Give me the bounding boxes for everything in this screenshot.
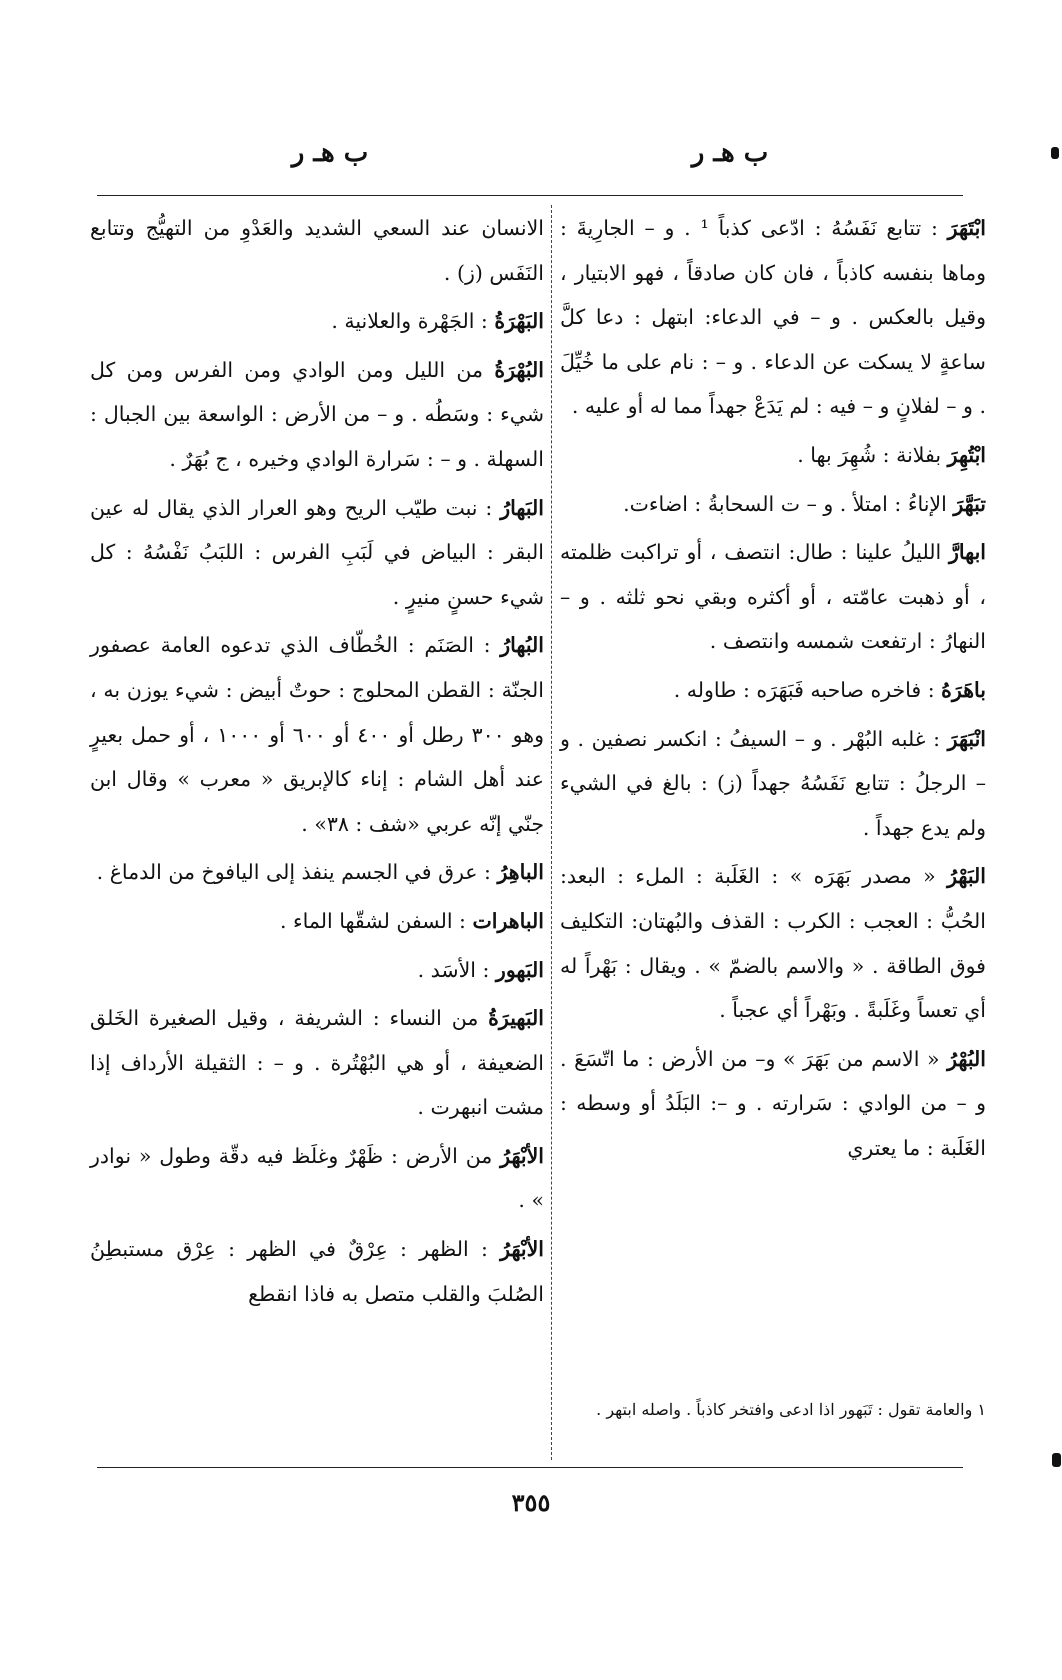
header-rule [97, 195, 963, 196]
dictionary-entry [90, 850, 544, 895]
headword: ابهارَّ [949, 540, 986, 565]
definition: : تتابع نَفَسُهُ : ادّعى كذباً ¹ . و – الجارِيةَ : وماها بنفسه كاذباً ، فان كان صادقاً ، فهو الابتيار ، وقيل بالعكس . و – في الدعاء: ابتهل : دعا كلَّ ساعةٍ لا يسكت عن الدعاء . و – : نام على ما خُيِّلَ . و – لفلانٍ و – فيه : لم يَدَعْ جهداً مما له أو عليه . [560, 216, 986, 419]
headword: انْبَهَرَ [947, 726, 986, 751]
dictionary-entry [90, 206, 544, 295]
headword: تبَهَّرَ [953, 491, 986, 516]
footnote: ١ والعامة تقول : تَبَهور اذا ادعى وافتخر كاذباً . واصله ابتهر . [596, 1400, 986, 1419]
definition: الإناءُ : امتلأ . و – ت السحابةُ : اضاءت. [623, 491, 947, 516]
headword: الباهرات [472, 908, 544, 933]
definition: بفلانة : شُهِرَ بها . [797, 442, 942, 467]
definition: « مصدر بَهَرَه » : الغَلَبة : الملء : البعد: الحُبُّ : العجب : الكرب : القذف والبُهتان: التكليف فوق الطاقة . « والاسم بالضمّ » . ويقال : بَهْراً له أي تعساً وغَلَبةً . وبَهْراً أي عجباً . [560, 864, 986, 1023]
dictionary-entry [90, 899, 544, 944]
headword: الأبْهَرُ [500, 1237, 544, 1262]
definition: من النساء : الشريفة ، وقيل الصغيرة الخَلق الضعيفة ، أو هي البُهْتُرة . و – : الثقيلة الأرداف إذا مشت انبهرت . [90, 1006, 544, 1120]
dictionary-entry [560, 482, 986, 527]
left-column [90, 206, 544, 1320]
headword: الأبْهَرُ [500, 1143, 544, 1168]
page-number: ٣٥٥ [511, 1488, 551, 1517]
definition: : الأسَد . [417, 957, 490, 982]
headword: الباهِرُ [497, 860, 544, 885]
definition: : السفن لشقّها الماء . [279, 908, 466, 933]
dictionary-entry [90, 1227, 544, 1316]
definition: : الظهر : عِرْقٌ في الظهر : عِرْق مستبطِنُ الصُلبَ والقلب متصل به فاذا انقطع [90, 1237, 544, 1306]
headword: البُهْرَةُ [494, 357, 544, 382]
dictionary-entry [560, 854, 986, 1032]
margin-mark [1051, 147, 1059, 159]
dictionary-entry [560, 1037, 986, 1171]
definition: : الصَنَم : الخُطّاف الذي تدعوه العامة عصفور الجنّة : القطن المحلوج : حوتٌ أبيض : شيء يوزن به ، وهو ٣٠٠ رطل أو ٤٠٠ أو ٦٠٠ أو ١٠٠٠ ، أو حمل بعيرٍ عند أهل الشام : إناء كالإبريق « معرب » وقال ابن جنّي إنّه عربي «شف : ٣٨» . [90, 633, 544, 836]
dictionary-entry [90, 348, 544, 482]
right-column [560, 206, 986, 1174]
definition: الانسان عند السعي الشديد والعَدْوِ من التهيُّج وتتابع النَفَس (ز) . [90, 216, 544, 285]
headword: ابْتَهَرَ [947, 216, 987, 240]
headword: ابْتُهِرَ [947, 442, 986, 467]
running-header-left: ب هـ ر [291, 138, 369, 168]
definition: : عرق في الجسم ينفذ إلى اليافوخ من الدماغ . [96, 860, 491, 885]
margin-mark [1052, 1453, 1061, 1467]
definition: من الليل ومن الوادي ومن الفرس ومن كل شيء : وسَطُه . و – من الأرض : الواسعة بين الجبال : السهلة . و – : سَرارة الوادي وخيره ، ج بُهَرٌ . [90, 357, 544, 471]
dictionary-entry [90, 996, 544, 1130]
headword: البَهيرَةُ [488, 1006, 544, 1031]
definition: « الاسم من بَهَرَ » و– من الأرض : ما اتّسَعَ . و – من الوادي : سَرارته . و –: البَلَدُ أو وسطه : الغَلَبة : ما يعتري [560, 1046, 986, 1160]
dictionary-entry [90, 299, 544, 344]
dictionary-entry [90, 486, 544, 620]
headword: البُهارُ [500, 633, 544, 658]
dictionary-entry [560, 717, 986, 851]
headword: البَهْرُ [947, 864, 986, 889]
dictionary-entry [560, 668, 986, 713]
definition: : نبت طيّب الريح وهو العرار الذي يقال له عين البقر : البياض في لَبَبِ الفرس : اللبَبُ نَفْسُهُ : كل شيء حسنٍ منيرٍ . [90, 495, 544, 609]
headword: باهَرَهُ [941, 677, 986, 702]
dictionary-entry [90, 1134, 544, 1223]
dictionary-entry [560, 206, 986, 429]
dictionary-entry [560, 530, 986, 664]
dictionary-entry [90, 948, 544, 993]
headword: البُهْرُ [947, 1046, 986, 1071]
headword: البَهْرَةُ [494, 309, 544, 334]
definition: من الأرض : ظَهْرٌ وغلَظ فيه دقّة وطول « نوادر » . [90, 1143, 544, 1213]
definition: : فاخره صاحبه فَبَهَرَه : طاوله . [673, 677, 935, 702]
definition: الليلُ علينا : طال: انتصف ، أو تراكبت ظلمته ، أو ذهبت عامّته ، أو أكثره وبقي نحو ثلثه . و – النهارُ : ارتفعت شمسه وانتصف . [560, 540, 986, 654]
headword: البَهارُ [500, 495, 544, 520]
definition: : غلبه البُهْر . و – السيفُ : انكسر نصفين . و – الرجلُ : تتابع نَفَسُهُ جهداً (ز) : بالغ في الشيء ولم يدع جهداً . [560, 726, 986, 840]
headword: البَهور [495, 957, 544, 982]
dictionary-entry [90, 623, 544, 846]
definition: : الجَهْرة والعلانية . [331, 309, 488, 334]
running-header-right: ب هـ ر [691, 138, 769, 168]
column-divider [551, 205, 552, 1460]
footer-rule [97, 1467, 963, 1468]
dictionary-entry [560, 433, 986, 478]
